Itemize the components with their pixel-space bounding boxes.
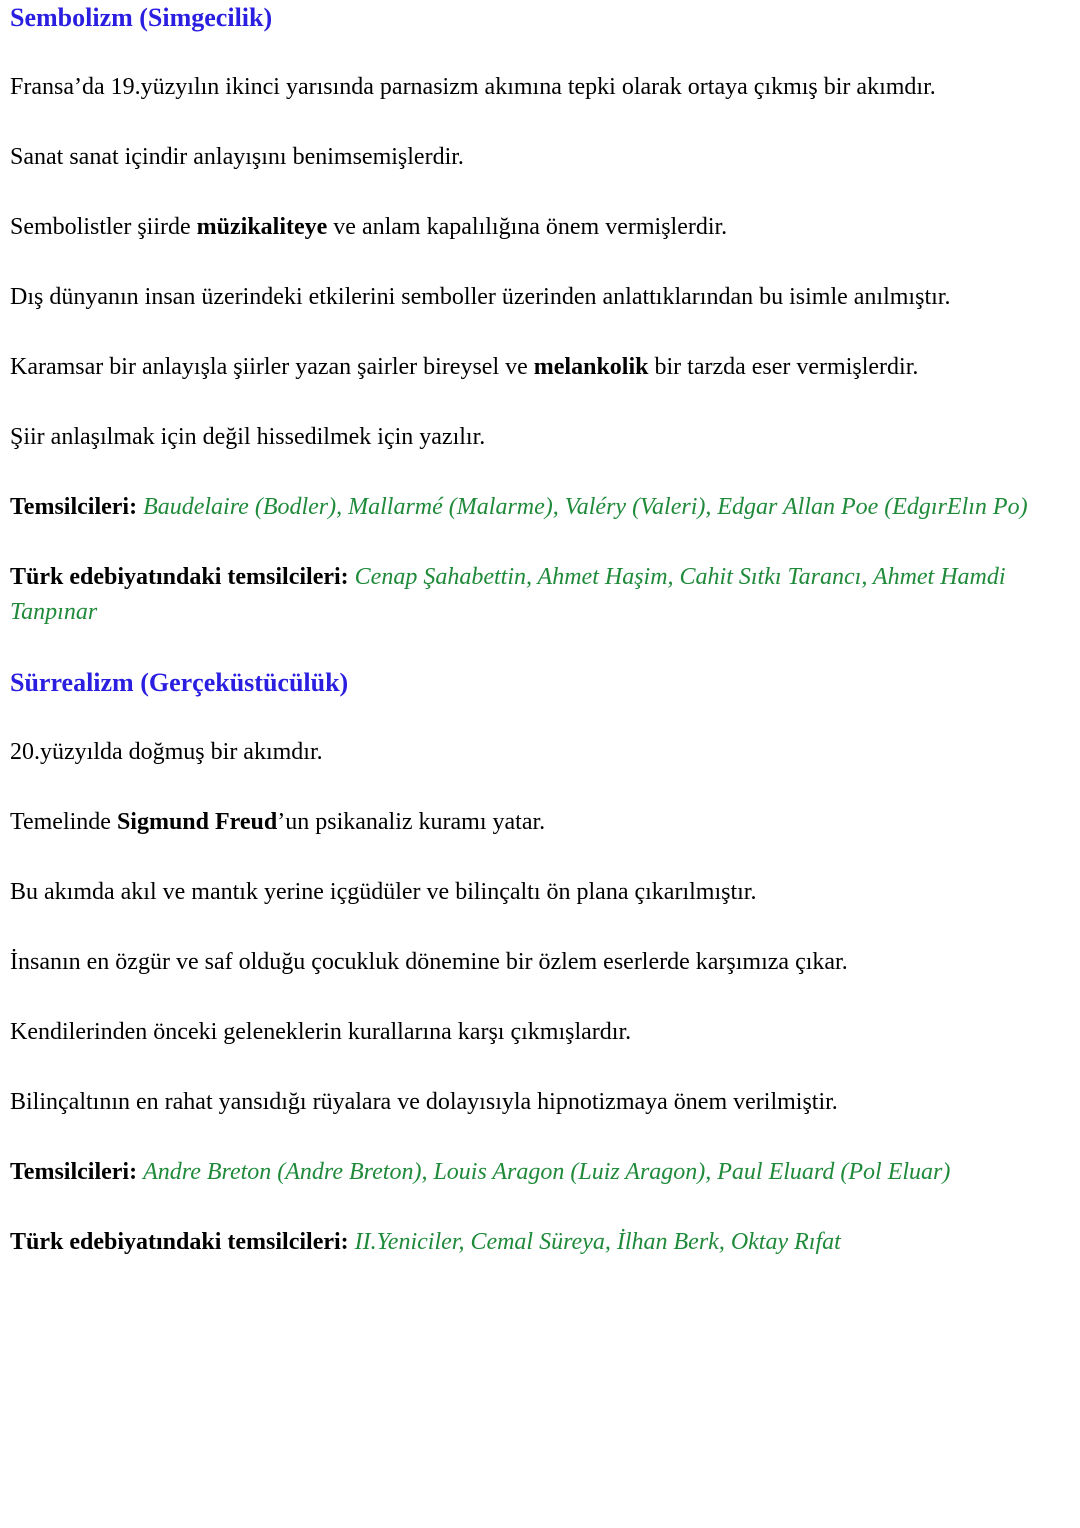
paragraph: Bilinçaltının en rahat yansıdığı rüyalara ve dolayısıyla hipnotizmaya önem verilmiştir. [10,1089,838,1115]
paragraph: Şiir anlaşılmak için değil hissedilmek için yazılır. [10,424,486,450]
text-run: bir tarzda eser vermişlerdir. [648,354,919,380]
paragraph [10,210,1070,245]
paragraph: Sanat sanat içindir anlayışını benimsemişlerdir. [10,144,464,170]
paragraph [10,805,1070,840]
section-heading-sembolizm: Sembolizm (Simgecilik) [10,3,273,32]
paragraph: Dış dünyanın insan üzerindeki etkilerini semboller üzerinden anlattıklarından bu isimle anılmıştır. [10,284,951,310]
paragraph: Bu akımda akıl ve mantık yerine içgüdüler ve bilinçaltı ön plana çıkarılmıştır. [10,879,757,905]
paragraph: Kendilerinden önceki geleneklerin kurallarına karşı çıkmışlardır. [10,1019,632,1045]
turkish-representatives-paragraph [10,1225,1070,1260]
paragraph [10,350,1070,385]
turkish-representatives-label: Türk edebiyatındaki temsilcileri: [10,1229,349,1255]
representatives-label: Temsilcileri: [10,494,138,520]
paragraph: İnsanın en özgür ve saf olduğu çocukluk dönemine bir özlem eserlerde karşımıza çıkar. [10,949,848,975]
section-heading-surrealizm: Sürrealizm (Gerçeküstücülük) [10,668,349,697]
bold-term: melankolik [533,354,649,380]
text-run: Sembolistler şiirde [10,214,197,240]
representatives-label: Temsilcileri: [10,1159,138,1185]
representatives-paragraph [10,1155,1070,1190]
turkish-representatives-names: II.Yeniciler, Cemal Süreya, İlhan Berk, Oktay Rıfat [354,1229,841,1255]
bold-term: Sigmund Freud [116,809,278,835]
paragraph: Fransa’da 19.yüzyılın ikinci yarısında parnasizm akımına tepki olarak ortaya çıkmış bir akımdır. [10,74,936,100]
representatives-names: Baudelaire (Bodler), Mallarmé (Malarme), Valéry (Valeri), Edgar Allan Poe (EdgırElın Po) [143,494,1028,520]
turkish-representatives-label: Türk edebiyatındaki temsilcileri: [10,564,349,590]
representatives-names: Andre Breton (Andre Breton), Louis Aragon (Luiz Aragon), Paul Eluard (Pol Eluar) [143,1159,951,1185]
text-run: ’un psikanaliz kuramı yatar. [277,809,546,835]
turkish-representatives-paragraph [10,560,1070,630]
text-run: ve anlam kapalılığına önem vermişlerdir. [327,214,728,240]
representatives-paragraph [10,490,1070,525]
bold-term: müzikaliteye [196,214,328,240]
turkish-representatives-names: Cenap Şahabettin, Ahmet Haşim, Cahit Sıtkı Tarancı, Ahmet Hamdi Tanpınar [10,564,1006,625]
text-run: Karamsar bir anlayışla şiirler yazan şairler bireysel ve [10,354,534,380]
paragraph: 20.yüzyılda doğmuş bir akımdır. [10,739,323,765]
text-run: Temelinde [10,809,117,835]
